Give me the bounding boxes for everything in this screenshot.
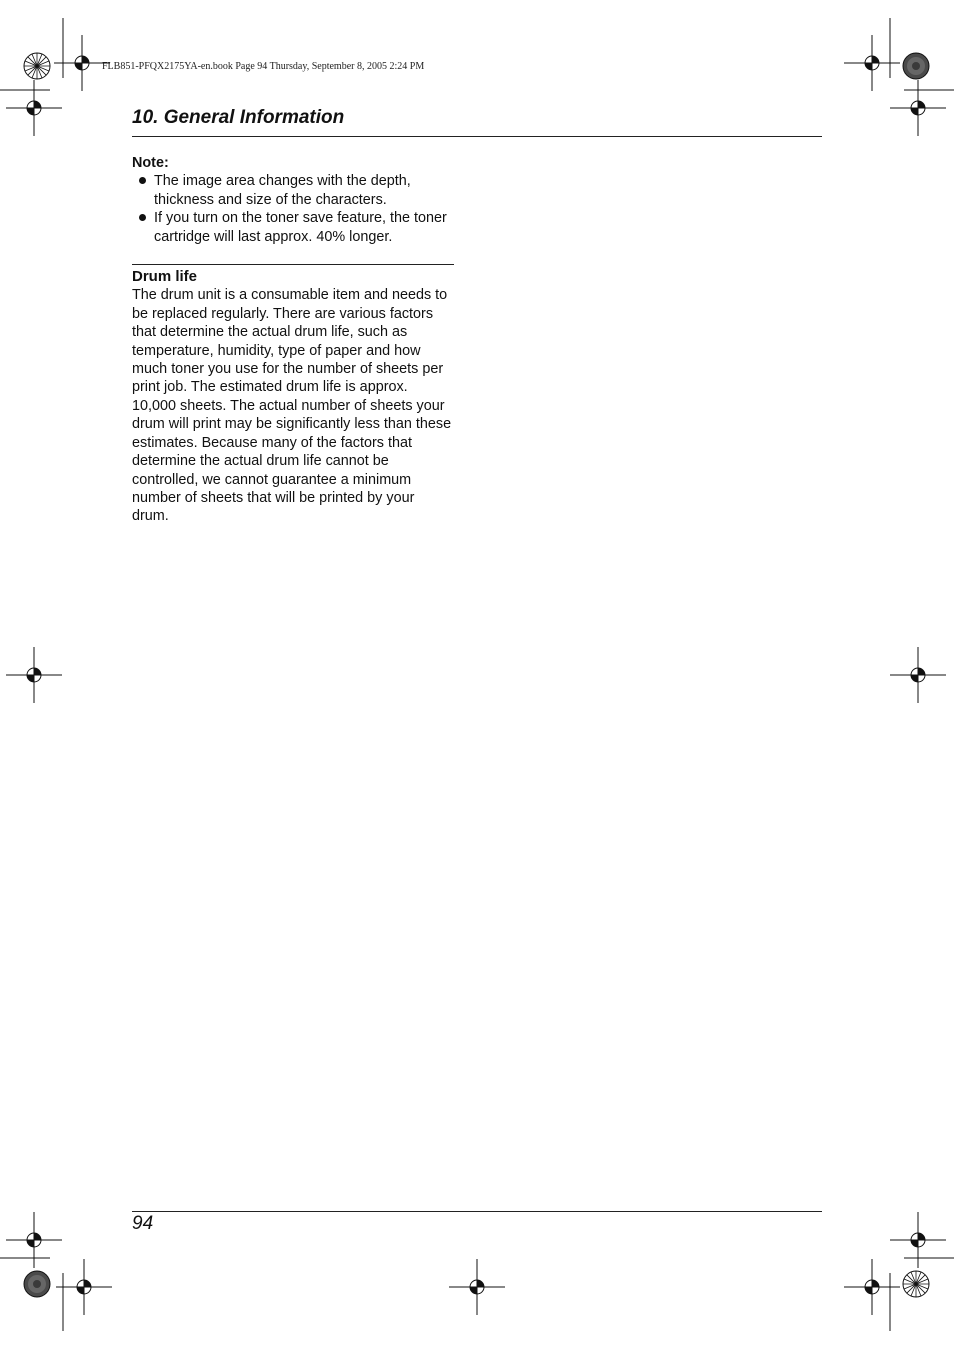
crosshair-mark: [844, 35, 900, 91]
note-item-text: If you turn on the toner save feature, the toner cartridge will last approx. 40% longer.: [154, 210, 447, 245]
chapter-title: 10. General Information: [132, 107, 345, 128]
crosshair-mark: [56, 1259, 112, 1315]
crosshair-mark: [844, 1259, 900, 1315]
book-file-info: FLB851-PFQX2175YA-en.book Page 94 Thursday, September 8, 2005 2:24 PM: [102, 61, 425, 72]
crosshair-mark: [890, 647, 946, 703]
crop-lines: [0, 18, 954, 1331]
registration-mark-bottom-right-ray: [903, 1271, 929, 1297]
page-number: 94: [132, 1213, 154, 1234]
note-item-text: The image area changes with the depth, thickness and size of the characters.: [154, 173, 411, 208]
crosshair-mark: [6, 647, 62, 703]
crosshair-mark: [890, 1212, 946, 1268]
crosshair-mark: [6, 1212, 62, 1268]
registration-mark-top-left-ray: [24, 53, 50, 79]
note-heading: Note:: [132, 155, 169, 171]
drum-life-heading: Drum life: [132, 268, 198, 286]
registration-mark-bottom-left-dark: [24, 1271, 50, 1297]
crosshair-mark: [54, 35, 110, 91]
registration-mark-top-right-dark: [903, 53, 929, 79]
crosshair-mark: [890, 80, 946, 136]
drum-life-body: The drum unit is a consumable item and needs to be replaced regularly. There are various factors that determine the actual drum life, such as temperature, humidity, type of paper and how much toner you use for the number of sheets per print job. The estimated drum life is approx. 10,000 sheets. The actual number of sheets your drum will print may be significantly less than these estimates. Because many of the factors that determine the actual drum life cannot be controlled, we cannot guarantee a minimum number of sheets that will be printed by your drum.: [132, 287, 452, 525]
crosshair-mark: [449, 1259, 505, 1315]
crosshair-mark: [6, 80, 62, 136]
